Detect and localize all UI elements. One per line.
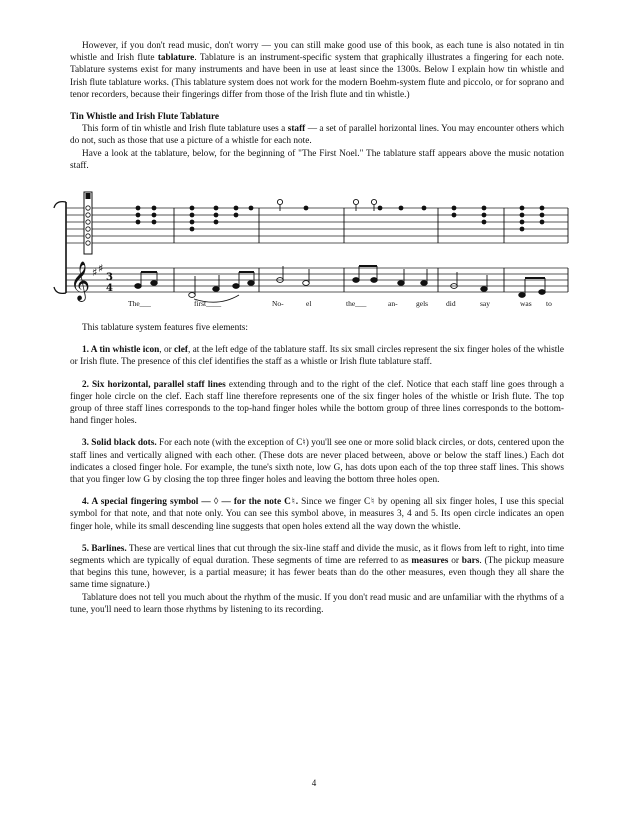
c-natural-symbols [277,199,376,211]
lyric: el [306,299,312,309]
lyric: The___ [128,299,151,309]
lyric: did [446,299,456,309]
feature-5: 5. Barlines. These are vertical lines that cut through the six-line staff and divide the music, as it flows from left to right, into time segments which are typically of equal duration. These segments of time are referred to as measures or bars. (The pickup measure that begins this tune, however, is a partial measure; it has fewer beats than do the other measures, even though they all share the same time signature.) [70,543,564,591]
lyric: say [480,299,490,309]
tablature-staff [66,208,568,243]
treble-clef-icon: 𝄞 [70,261,91,302]
page-body [70,0,564,616]
tablature-intro-paragraph: Have a look at the tablature, below, for the beginning of "The First Noel." The tablature staff appears above the music notation staff. [70,148,564,171]
feature-4: 4. A special fingering symbol — ◊ — for the note C♮. Since we finger C♮ by opening all six finger holes, I use this special symbol for that note, and that note only. You can see this symbol above, in measures 3, 4 and 5. Its open circle indicates an open finger hole, while its small descending line suggests that open holes extend all the way down the whistle. [70,497,564,532]
notes [135,266,546,297]
key-signature-2: ♯ [98,262,104,276]
feature-1: 1. A tin whistle icon, or clef, at the left edge of the tablature staff. Its six small circles represent the six finger holes of the whistle or Irish flute. The presence of this clef identifies the staff as a whistle or Irish flute tablature staff. [70,345,565,368]
lyric: gels [416,299,429,309]
system-bracket [54,202,66,294]
closing-paragraph: Tablature does not tell you much about the rhythm of the music. If you don't read music and are unfamiliar with the rhythms of a tune, you'll need to learn those rhythms by listening to its recording. [70,592,564,615]
feature-2: 2. Six horizontal, parallel staff lines extending through and to the right of the clef. Notice that each staff line goes through a finger hole circle on the clef. Each staff line therefore represents one of the six finger holes of the whistle or Irish flute. The top group of three staff lines corresponds to the top-hand finger holes while the bottom group of three lines corresponds to the bottom-hand finger holes. [70,379,564,427]
lyric: to [546,299,552,309]
features-intro: This tablature system features five elements: [82,323,248,334]
feature-3: 3. Solid black dots. For each note (with the exception of C♮) you'll see one or more solid black circles, or dots, centered upon the staff lines and vertically aligned with each other. (These dots are never placed between, above or below the staff lines.) Each dot indicates a closed finger hole. For example, the tune's sixth note, low G, has dots upon each of the top three staff lines. This shows that you finger low G by closing the top three finger holes and leaving the bottom three holes open. [70,438,564,486]
time-signature: 3 [106,272,113,284]
lyric: the___ [346,299,367,309]
page-number: 4 [311,778,317,788]
tablature-barlines [174,208,568,243]
lyric: an- [388,299,398,309]
time-signature-2: 4 [106,283,113,295]
tablature-dots [136,206,545,232]
lyric: first____ [194,299,222,309]
lyric: was [520,299,532,309]
tablature-and-notation [44,178,584,316]
music-example [44,178,584,316]
section-heading: Tin Whistle and Irish Flute Tablature [70,112,220,123]
staff-paragraph: This form of tin whistle and Irish flute tablature uses a staff — a set of parallel horizontal lines. You may encounter others which do not, such as those that use a picture of a whistle for each note. [70,124,564,147]
lyric: No- [272,299,284,309]
key-signature: ♯ [92,266,98,280]
whistle-clef-icon [84,192,92,254]
intro-paragraph: However, if you don't read music, don't worry — you can still make good use of this book, as each tune is also notated in tin whistle and Irish flute tablature. Tablature is an instrument-specific system that graphically illustrates a fingering for each note. Tablature systems exist for many instruments and have been in use at least since the 1300s. Below I explain how tin whistle and Irish flute tablature works. (This tablature system does not work for the modern Boehm-system flute and piccolo, or for soprano and tenor recorders, because their fingerings differ from those of the Irish flute and tin whistle.) [70,41,565,100]
